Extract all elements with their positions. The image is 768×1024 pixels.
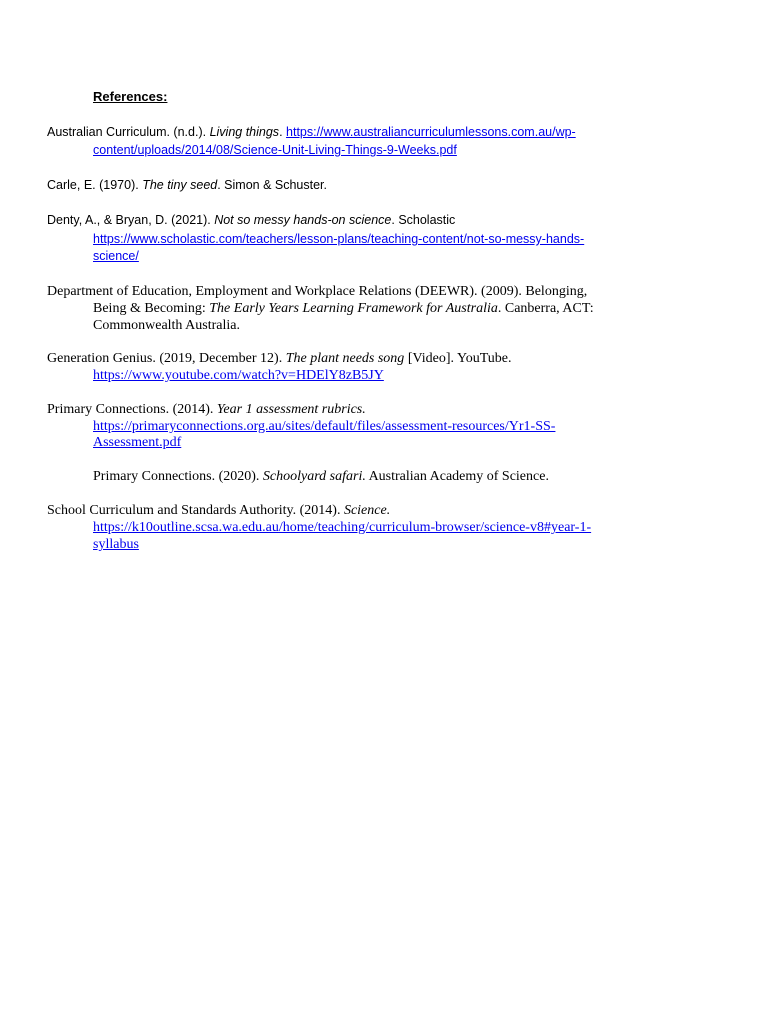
reference-author-date: School Curriculum and Standards Authority. (2014). xyxy=(47,503,344,518)
reference-primary-connections-2014-cont2 xyxy=(93,434,181,451)
reference-separator: . xyxy=(279,125,287,139)
reference-link[interactable]: Assessment.pdf xyxy=(93,435,182,450)
reference-australian-curriculum-cont xyxy=(93,142,457,159)
reference-author-date: Generation Genius. (2019, December 12). xyxy=(47,351,286,366)
reference-publisher: Australian Academy of Science. xyxy=(365,469,549,484)
reference-scsa xyxy=(47,502,390,519)
reference-scsa-cont2 xyxy=(93,536,139,553)
reference-generation-genius-cont xyxy=(93,367,384,384)
reference-title: Not so messy hands-on science xyxy=(214,213,392,227)
reference-title: Living things xyxy=(209,125,280,139)
reference-denty-bryan xyxy=(47,212,455,229)
reference-text: Being & Becoming: xyxy=(93,301,210,316)
reference-link[interactable]: https://www.australiancurriculumlessons.com.au/wp- xyxy=(286,125,576,139)
reference-link[interactable]: https://www.scholastic.com/teachers/lesson-plans/teaching-content/not-so-messy-hands- xyxy=(93,232,585,246)
reference-author-date: Primary Connections. (2014). xyxy=(47,402,217,417)
reference-primary-connections-2014 xyxy=(47,401,366,418)
reference-deewr-cont2 xyxy=(93,317,240,334)
reference-title: Science. xyxy=(343,503,391,518)
reference-text: Department of Education, Employment and Workplace Relations (DEEWR). (2009). Belonging, xyxy=(47,284,588,299)
references-heading: References: xyxy=(93,89,168,104)
reference-publisher: . Scholastic xyxy=(391,213,456,227)
reference-primary-connections-2020 xyxy=(93,468,549,485)
reference-link[interactable]: content/uploads/2014/08/Science-Unit-Living-Things-9-Weeks.pdf xyxy=(93,143,457,157)
reference-author-date: Australian Curriculum. (n.d.). xyxy=(47,125,210,139)
reference-title: Schoolyard safari. xyxy=(262,469,366,484)
reference-australian-curriculum xyxy=(47,124,576,141)
reference-deewr xyxy=(47,283,587,300)
reference-link[interactable]: https://k10outline.scsa.wa.edu.au/home/teaching/curriculum-browser/science-v8#year-1- xyxy=(93,520,592,535)
reference-deewr-cont xyxy=(93,300,594,317)
reference-author-date: Primary Connections. (2020). xyxy=(93,469,263,484)
reference-primary-connections-2014-cont xyxy=(93,418,555,435)
reference-carle xyxy=(47,177,327,194)
reference-title: Year 1 assessment rubrics. xyxy=(216,402,366,417)
reference-link[interactable]: https://www.youtube.com/watch?v=HDElY8zB5JY xyxy=(93,368,384,383)
reference-scsa-cont xyxy=(93,519,591,536)
reference-publisher: [Video]. YouTube. xyxy=(404,351,512,366)
reference-author-date: Carle, E. (1970). xyxy=(47,178,143,192)
reference-title: The Early Years Learning Framework for Australia xyxy=(209,301,498,316)
reference-title: The plant needs song xyxy=(285,351,405,366)
reference-denty-bryan-cont xyxy=(93,231,584,248)
reference-denty-bryan-cont2 xyxy=(93,248,139,265)
reference-link[interactable]: syllabus xyxy=(93,537,139,552)
reference-link[interactable]: science/ xyxy=(93,249,139,263)
reference-text: Commonwealth Australia. xyxy=(93,318,240,333)
reference-publisher: . Simon & Schuster. xyxy=(217,178,328,192)
reference-author-date: Denty, A., & Bryan, D. (2021). xyxy=(47,213,215,227)
reference-generation-genius xyxy=(47,350,511,367)
reference-text: . Canberra, ACT: xyxy=(497,301,594,316)
reference-link[interactable]: https://primaryconnections.org.au/sites/default/files/assessment-resources/Yr1-SS- xyxy=(93,419,556,434)
reference-title: The tiny seed xyxy=(142,178,218,192)
